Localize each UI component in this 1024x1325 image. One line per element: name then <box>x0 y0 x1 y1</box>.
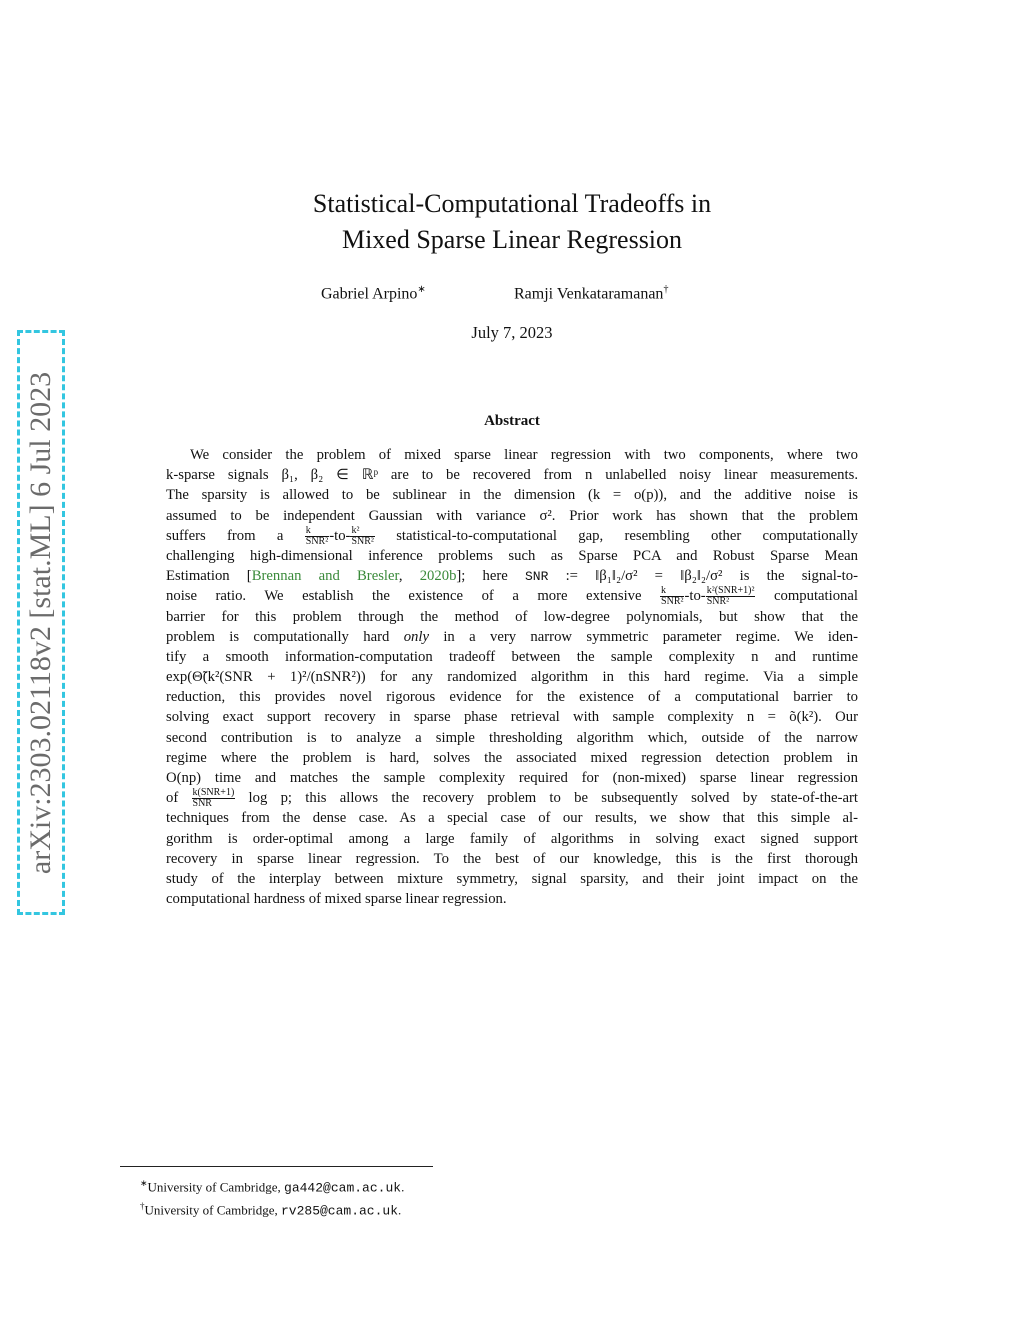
footnote-end: . <box>398 1202 402 1218</box>
abstract-line: regime where the problem is hard, solves the associated mixed regression detection problem in <box>166 749 858 766</box>
text: , <box>398 568 420 585</box>
email-link[interactable]: rv285@cam.ac.uk <box>280 1203 399 1219</box>
author-name: Ramji Venkataramanan <box>514 285 664 303</box>
text: -to- <box>329 527 351 544</box>
text: problem is computationally hard <box>166 628 390 645</box>
citation-year-link[interactable]: 2020b <box>419 568 457 585</box>
fraction-ksnr-over-snr <box>192 788 236 809</box>
email-link[interactable]: ga442@cam.ac.uk <box>284 1180 402 1196</box>
frac-den: SNR² <box>305 535 329 547</box>
text: in a very narrow symmetric parameter regime. We iden- <box>443 628 859 645</box>
abstract-line: gorithm is order-optimal among a large family of algorithms in solving exact signed support <box>166 830 858 847</box>
footnote-venkataramanan <box>140 1197 404 1220</box>
abstract-heading: Abstract <box>484 413 540 429</box>
footnote-divider <box>120 1166 433 1167</box>
text: ]; here <box>456 568 508 585</box>
title-line: Mixed Sparse Linear Regression <box>341 225 683 254</box>
frac-num: k² <box>350 526 374 537</box>
abstract-line: assumed to be independent Gaussian with variance σ². Prior work has shown that the problem <box>166 507 858 524</box>
author-arpino <box>321 284 426 303</box>
footnote-text: University of Cambridge, <box>144 1202 281 1218</box>
abstract-line: barrier for this problem through the method of low-degree polynomials, but show that the <box>166 608 858 625</box>
footnote-mark: † <box>140 1201 145 1212</box>
paper-title <box>212 186 812 258</box>
footnotes <box>140 1174 404 1221</box>
frac-den: SNR <box>192 798 212 810</box>
frac-den: SNR² <box>706 596 730 608</box>
frac-den: SNR² <box>351 535 374 547</box>
fraction-k2-over-snr2 <box>350 526 374 547</box>
abstract-line: challenging high-dimensional inference problems such as Sparse PCA and Robust Sparse Mean <box>166 547 858 564</box>
abstract-line <box>166 566 858 586</box>
frac-num: k <box>660 586 684 597</box>
abstract-line <box>166 627 858 647</box>
text: := ‖β₁‖₂/σ² = ‖β₂‖₂/σ² is the signal-to- <box>565 568 858 585</box>
text: suffers from a <box>166 527 284 544</box>
text: noise ratio. We establish the existence of a more extensive <box>166 588 642 605</box>
abstract-line: k-sparse signals β₁, β₂ ∈ ℝᵖ are to be recovered from n unlabelled noisy linear measurements. <box>166 467 858 484</box>
text: computational <box>773 588 858 605</box>
frac-num: k(SNR+1) <box>192 787 235 799</box>
fraction-k-over-snr2 <box>660 586 684 607</box>
abstract-line: We consider the problem of mixed sparse linear regression with two components, where two <box>190 447 858 463</box>
abstract-line: tify a smooth information-computation tradeoff between the sample complexity n and runtime <box>166 648 858 665</box>
citation-link[interactable]: Brennan and Bresler <box>251 568 399 585</box>
abstract-line: second contribution is to analyze a simple thresholding algorithm which, outside of the narrow <box>166 729 858 746</box>
snr-symbol: SNR <box>525 569 549 585</box>
footnote-arpino <box>140 1174 404 1197</box>
title-line: Statistical-Computational Tradeoffs in <box>312 189 712 218</box>
abstract-line <box>166 586 858 606</box>
abstract-body <box>166 445 858 909</box>
fraction-k2snr-over-snr2 <box>706 586 756 607</box>
abstract-line: reduction, this provides novel rigorous evidence for the existence of a computational barrier to <box>166 689 858 706</box>
author-mark: † <box>663 284 669 295</box>
abstract-line <box>166 788 858 808</box>
author-venkataramanan <box>514 284 668 303</box>
author-name: Gabriel Arpino <box>321 285 418 303</box>
arxiv-id: arXiv:2303.02118v2 [stat.ML] 6 Jul 2023 <box>24 371 57 874</box>
text: of <box>166 790 179 807</box>
abstract-line: The sparsity is allowed to be sublinear in the dimension (k = o(p)), and the additive noise is <box>166 487 858 504</box>
abstract-line: O(np) time and matches the sample complexity required for (non-mixed) sparse linear regression <box>166 770 858 786</box>
paper-date: July 7, 2023 <box>471 323 553 342</box>
abstract-line: computational hardness of mixed sparse linear regression. <box>166 891 507 908</box>
emphasis-only: only <box>403 628 429 645</box>
footnote-text: University of Cambridge, <box>147 1179 285 1195</box>
fraction-k-over-snr2 <box>305 526 329 547</box>
frac-num: k²(SNR+1)² <box>706 585 755 597</box>
frac-den: SNR² <box>661 596 684 608</box>
text: -to- <box>684 588 706 605</box>
author-mark: ∗ <box>417 284 426 295</box>
abstract-line: recovery in sparse linear regression. To the best of our knowledge, this is the first thorough <box>166 850 858 867</box>
footnote-mark: ∗ <box>140 1178 148 1188</box>
text: log p; this allows the recovery problem to be subsequently solved by state-of-the-art <box>248 790 858 807</box>
abstract-line: study of the interplay between mixture symmetry, signal sparsity, and their joint impact on the <box>166 870 858 887</box>
footnote-end: . <box>401 1179 405 1195</box>
text: Estimation [ <box>166 568 252 585</box>
abstract-line <box>166 526 858 546</box>
abstract-line: techniques from the dense case. As a special case of our results, we show that this simple al- <box>166 810 858 827</box>
text: statistical-to-computational gap, resembling other computationally <box>396 527 858 544</box>
frac-num: k <box>305 526 329 537</box>
abstract-line: exp(Θ̃(k²(SNR + 1)²/(nSNR²)) for any randomized algorithm in this hard regime. Via a simple <box>166 669 858 686</box>
abstract-line: solving exact support recovery in sparse phase retrieval with sample complexity n = õ(k²). Our <box>166 709 858 726</box>
